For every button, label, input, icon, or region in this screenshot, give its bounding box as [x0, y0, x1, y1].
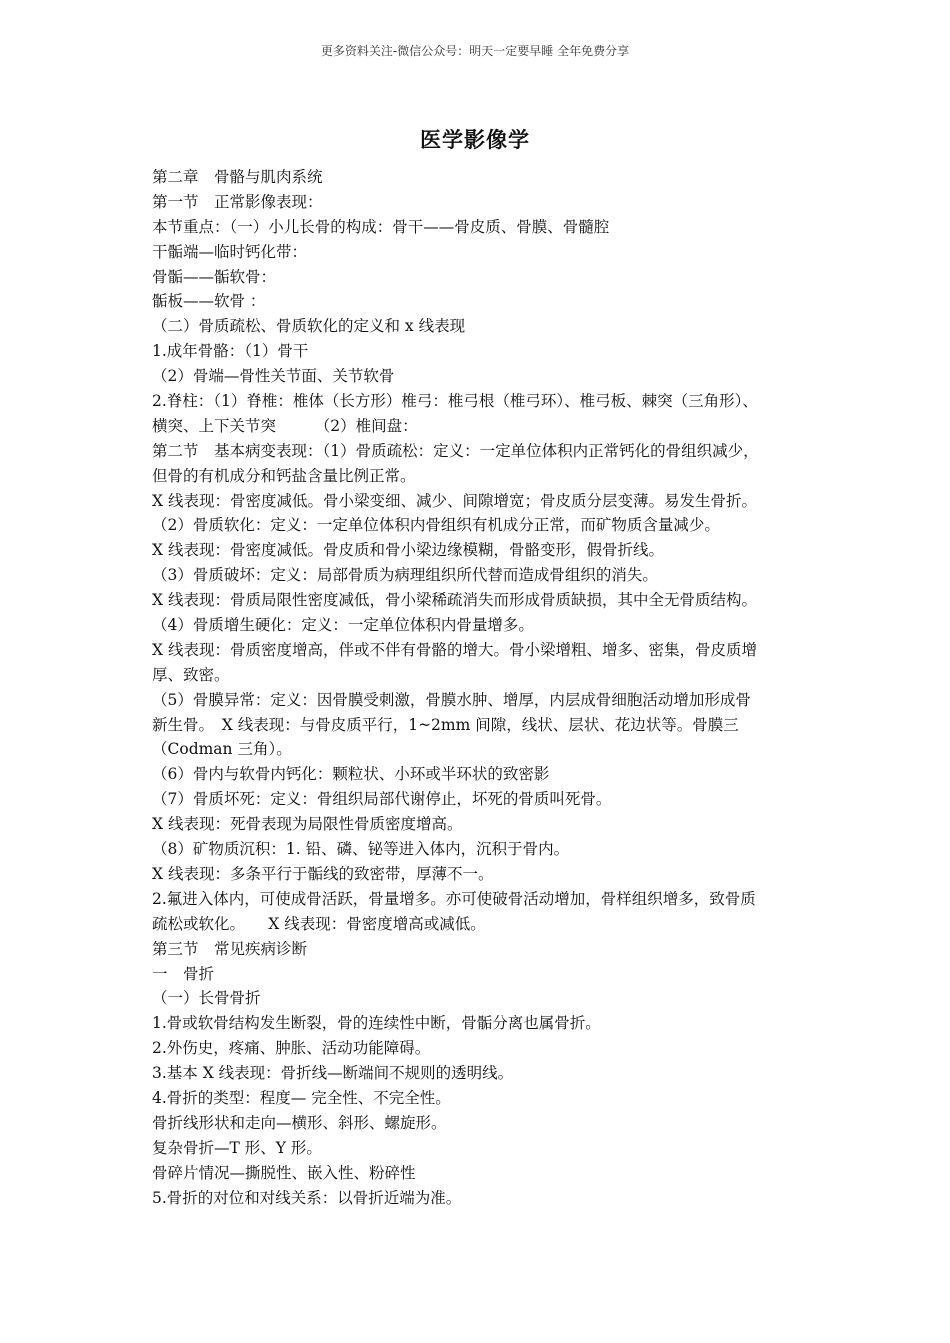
text-line: （7）骨质坏死：定义：骨组织局部代谢停止，坏死的骨质叫死骨。 — [152, 790, 612, 809]
text-line: 疏松或软化。 X 线表现：骨密度增高或减低。 — [152, 914, 486, 933]
text-line: 5.骨折的对位和对线关系：以骨折近端为准。 — [152, 1188, 462, 1207]
text-line: 新生骨。 X 线表现：与骨皮质平行，1~2mm 间隙，线状、层状、花边状等。骨膜三 — [152, 715, 739, 734]
document-body — [152, 165, 822, 1210]
text-line: 骨碎片情况—撕脱性、嵌入性、粉碎性 — [152, 1163, 416, 1182]
subsection-heading: 一 骨折 — [152, 964, 215, 983]
text-line: 厚、致密。 — [152, 665, 230, 684]
text-line: （2）骨质软化：定义：一定单位体积内骨组织有机成分正常，而矿物质含量减少。 — [152, 516, 720, 535]
text-line: 横突、上下关节突 （2）椎间盘： — [152, 416, 418, 435]
section-heading: 第二节 基本病变表现：（1）骨质疏松：定义：一定单位体积内正常钙化的骨组织减少， — [152, 441, 759, 460]
text-line: X 线表现：骨质密度增高，伴或不伴有骨骼的增大。骨小梁增粗、增多、密集，骨皮质增 — [152, 640, 757, 659]
text-line: （8）矿物质沉积：1. 铅、磷、铋等进入体内，沉积于骨内。 — [152, 840, 570, 859]
text-line: 复杂骨折—T 形、Y 形。 — [152, 1138, 322, 1157]
text-line: 4.骨折的类型：程度— 完全性、不完全性。 — [152, 1088, 451, 1107]
text-line: （Codman 三角）。 — [152, 740, 292, 759]
text-line: 但骨的有机成分和钙盐含量比例正常。 — [152, 466, 416, 485]
section-heading: 第三节 常见疾病诊断 — [152, 939, 308, 958]
text-line: X 线表现：骨密度减低。骨小梁变细、减少、间隙增宽；骨皮质分层变薄。易发生骨折。 — [152, 491, 757, 510]
text-line: 骨骺——骺软骨： — [152, 267, 277, 286]
text-line: 干骺端—临时钙化带： — [152, 242, 308, 261]
text-line: （二）骨质疏松、骨质软化的定义和 x 线表现 — [152, 317, 466, 336]
text-line: 3.基本 X 线表现：骨折线—断端间不规则的透明线。 — [152, 1064, 514, 1083]
chapter-heading: 第二章 骨骼与肌肉系统 — [152, 168, 323, 186]
text-line: （一）长骨骨折 — [152, 989, 261, 1008]
section-heading: 第一节 正常影像表现： — [152, 192, 323, 211]
text-line: 1.骨或软骨结构发生断裂，骨的连续性中断，骨骺分离也属骨折。 — [152, 1014, 601, 1033]
text-line: 2.脊柱：（1）脊椎：椎体（长方形）椎弓：椎弓根（椎弓环）、椎弓板、棘突（三角形）、 — [152, 392, 758, 411]
text-line: （3）骨质破坏：定义：局部骨质为病理组织所代替而造成骨组织的消失。 — [152, 566, 658, 585]
text-line: 2.外伤史，疼痛、肿胀、活动功能障碍。 — [152, 1039, 431, 1058]
text-line: 2.氟进入体内，可使成骨活跃，骨量增多。亦可使破骨活动增加，骨样组织增多，致骨质 — [152, 889, 756, 908]
text-line: 骺板——软骨 ： — [152, 292, 266, 311]
text-line: 骨折线形状和走向—横形、斜形、螺旋形。 — [152, 1113, 447, 1132]
text-line: （2）骨端—骨性关节面、关节软骨 — [152, 367, 395, 386]
text-line: 本节重点：（一）小儿长骨的构成：骨干——骨皮质、骨膜、骨髓腔 — [152, 217, 610, 236]
text-line: （5）骨膜异常：定义：因骨膜受刺激，骨膜水肿、增厚，内层成骨细胞活动增加形成骨 — [152, 690, 751, 709]
document-title: 医学影像学 — [420, 127, 530, 152]
text-line: 1.成年骨骼：（1）骨干 — [152, 342, 309, 361]
text-line: X 线表现：骨密度减低。骨皮质和骨小梁边缘模糊，骨骼变形，假骨折线。 — [152, 541, 664, 560]
text-line: （6）骨内与软骨内钙化：颗粒状、小环或半环状的致密影 — [152, 765, 550, 784]
text-line: X 线表现：骨质局限性密度减低，骨小梁稀疏消失而形成骨质缺损，其中全无骨质结构。 — [152, 591, 757, 610]
text-line: X 线表现：多条平行于骺线的致密带，厚薄不一。 — [152, 864, 494, 883]
text-line: （4）骨质增生硬化：定义：一定单位体积内骨量增多。 — [152, 616, 534, 635]
header-note: 更多资料关注-微信公众号：明天一定要早睡 全年免费分享 — [320, 44, 630, 58]
text-line: X 线表现：死骨表现为局限性骨质密度增高。 — [152, 815, 463, 834]
